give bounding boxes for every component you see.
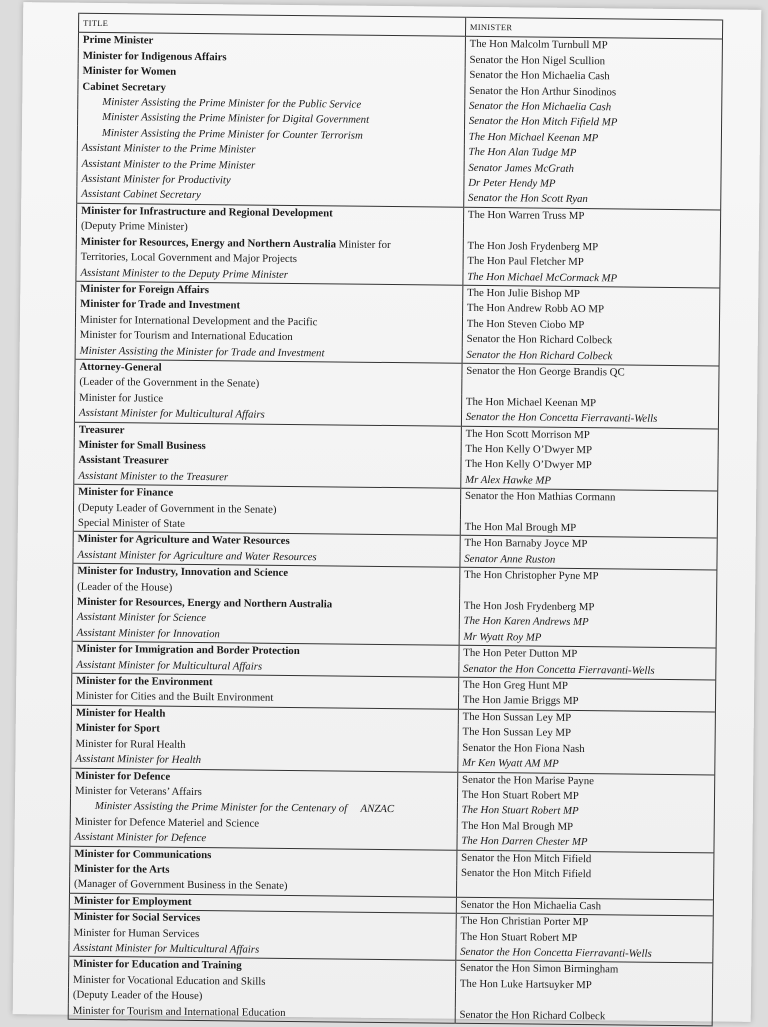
portfolio-title: Minister for Infrastructure and Regional Development xyxy=(81,204,333,220)
minister-cell: Senator the Hon George Brandis QC xyxy=(462,363,719,382)
minister-column-header: MINISTER xyxy=(465,17,722,39)
portfolio-title: Minister Assisting the Prime Minister for the Centenary of xyxy=(94,800,348,815)
portfolio-group xyxy=(74,359,719,428)
portfolio-title: Minister for Resources, Energy and Northern Australia xyxy=(76,595,333,611)
minister-cell: Mr Alex Hawke MP xyxy=(461,473,718,492)
portfolio-title: Minister for Tourism and International Education xyxy=(72,1004,286,1019)
portfolio-group xyxy=(71,705,716,774)
portfolio-title: Attorney-General xyxy=(79,360,162,374)
minister-cell: Senator the Hon Scott Ryan xyxy=(463,191,720,210)
portfolio-title: Territories, Local Government and Major Projects xyxy=(80,250,298,266)
portfolio-title: Cabinet Secretary xyxy=(82,80,166,94)
minister-cell: The Hon Stuart Robert MP xyxy=(457,788,714,806)
portfolio-title: (Manager of Government Business in the Senate) xyxy=(74,878,288,893)
portfolio-title: (Deputy Leader of Government in the Senate) xyxy=(77,501,277,516)
minister-cell: The Hon Luke Hartsuyker MP xyxy=(455,977,712,995)
portfolio-title: Minister for Defence Materiel and Science xyxy=(74,815,260,830)
minister-cell: The Hon Andrew Robb AO MP xyxy=(462,301,719,319)
portfolio-title: Treasurer xyxy=(78,423,125,436)
portfolio-group xyxy=(70,768,715,853)
minister-cell: The Hon Stuart Robert MP xyxy=(457,803,714,821)
minister-cell: Senator the Hon Richard Colbeck xyxy=(455,1007,712,1026)
portfolio-title: (Deputy Leader of the House) xyxy=(72,988,203,1003)
portfolio-title: Assistant Minister to the Prime Minister xyxy=(81,157,256,172)
portfolio-title: Assistant Minister to the Prime Minister xyxy=(81,142,256,156)
portfolio-title-continued: Minister for xyxy=(335,238,391,251)
minister-cell: Senator the Hon Michaelia Cash xyxy=(464,99,721,117)
portfolio-title: Assistant Treasurer xyxy=(78,454,169,468)
portfolio-title: Minister for Indigenous Affairs xyxy=(82,49,227,64)
minister-cell: Senator the Hon Michaelia Cash xyxy=(465,68,722,86)
minister-cell: The Hon Michael Keenan MP xyxy=(464,130,721,148)
minister-cell: The Hon Paul Fletcher MP xyxy=(463,254,720,272)
minister-cell: Senator the Hon Concetta Fierravanti-Wells xyxy=(456,945,713,964)
minister-cell: Senator the Hon Mathias Cormann xyxy=(460,488,717,507)
portfolio-title: Assistant Minister for Defence xyxy=(74,830,207,845)
portfolio-title: (Leader of the House) xyxy=(77,580,173,594)
portfolio-title: Assistant Minister for Science xyxy=(76,611,207,625)
minister-cell: Senator James McGrath xyxy=(464,160,721,178)
minister-cell: Mr Wyatt Roy MP xyxy=(459,630,716,649)
minister-cell: Senator the Hon Simon Birmingham xyxy=(455,961,712,980)
portfolio-title: Minister for Tourism and International Education xyxy=(79,328,293,344)
minister-cell: The Hon Alan Tudge MP xyxy=(464,145,721,163)
minister-cell: The Hon Julie Bishop MP xyxy=(463,285,720,304)
portfolio-title: Minister for Employment xyxy=(73,894,192,908)
portfolio-title: Assistant Minister to the Treasurer xyxy=(78,469,229,484)
minister-cell: The Hon Christopher Pyne MP xyxy=(460,567,717,586)
minister-cell: The Hon Peter Dutton MP xyxy=(459,646,716,665)
portfolio-title: Minister for Cities and the Built Environment xyxy=(75,690,274,705)
minister-cell: Senator the Hon Arthur Sinodinos xyxy=(465,83,722,101)
minister-cell: Dr Peter Hendy MP xyxy=(464,176,721,194)
portfolio-title: Assistant Cabinet Secretary xyxy=(81,188,201,202)
portfolio-title: Minister Assisting the Prime Minister for the Public Service xyxy=(102,96,362,111)
minister-cell: The Hon Sussan Ley MP xyxy=(458,725,715,743)
portfolio-title: Minister for Finance xyxy=(78,485,174,499)
minister-cell: Senator the Hon Richard Colbeck xyxy=(462,347,719,366)
portfolio-title: Minister for Communications xyxy=(74,847,212,861)
minister-cell: Senator the Hon Mitch Fifield xyxy=(457,850,714,869)
minister-cell: Senator the Hon Mitch Fifield xyxy=(456,866,713,884)
portfolio-group xyxy=(69,846,713,900)
portfolio-title: (Deputy Prime Minister) xyxy=(80,220,188,234)
portfolio-title: Minister for Education and Training xyxy=(73,958,242,972)
minister-cell: Senator Anne Ruston xyxy=(460,552,717,571)
portfolio-title: Minister for Women xyxy=(82,65,177,78)
portfolio-title: Prime Minister xyxy=(82,34,154,47)
portfolio-title: Minister for Industry, Innovation and Science xyxy=(77,564,289,580)
portfolio-title: Minister for Defence xyxy=(75,769,171,783)
portfolio-group xyxy=(72,563,717,648)
portfolio-title: (Leader of the Government in the Senate) xyxy=(79,376,260,390)
portfolio-title: Minister for Justice xyxy=(79,391,164,405)
title-cell xyxy=(68,1003,455,1023)
minister-cell: The Hon Malcolm Turnbull MP xyxy=(465,37,722,56)
title-column-header: TITLE xyxy=(79,13,466,36)
minister-cell: The Hon Mal Brough MP xyxy=(460,520,717,539)
portfolio-title: Minister for Human Services xyxy=(73,926,200,940)
portfolio-title: Minister for Foreign Affairs xyxy=(80,282,210,297)
portfolio-title: Assistant Minister for Health xyxy=(75,752,202,767)
portfolio-title: Assistant Minister for Multicultural Affairs xyxy=(76,658,263,673)
minister-cell: The Hon Barnaby Joyce MP xyxy=(460,536,717,555)
portfolio-title: Assistant Minister for Multicultural Affairs xyxy=(73,941,260,956)
portfolio-title: Minister for Rural Health xyxy=(75,737,186,751)
portfolio-title: Minister Assisting the Prime Minister for Digital Government xyxy=(102,111,370,127)
portfolio-title: Minister for Health xyxy=(75,706,166,720)
minister-cell: Senator the Hon Richard Colbeck xyxy=(462,332,719,350)
minister-cell: The Hon Christian Porter MP xyxy=(456,913,713,932)
portfolio-group xyxy=(73,484,717,538)
ministry-table xyxy=(68,13,724,1027)
minister-cell: Senator the Hon Nigel Scullion xyxy=(465,53,722,71)
document-page xyxy=(13,2,762,1022)
portfolio-title: Minister Assisting the Prime Minister for Counter Terrorism xyxy=(101,126,363,142)
portfolio-title: Assistant Minister for Multicultural Affairs xyxy=(78,406,265,421)
portfolio-title: Minister for Agriculture and Water Resources xyxy=(77,533,290,548)
portfolio-group xyxy=(68,957,713,1026)
portfolio-title: Assistant Minister for Innovation xyxy=(76,626,220,641)
portfolio-title: Minister for Social Services xyxy=(73,910,201,925)
minister-cell: Senator the Hon Mitch Fifield MP xyxy=(464,114,721,132)
minister-cell: Senator the Hon Marise Payne xyxy=(457,772,714,791)
portfolio-title: Minister for Veterans’ Affairs xyxy=(75,784,202,798)
portfolio-title: Minister for International Development and the Pacific xyxy=(79,313,318,328)
minister-cell: The Hon Greg Hunt MP xyxy=(458,677,715,696)
portfolio-group xyxy=(75,281,720,366)
portfolio-title: Minister for the Arts xyxy=(74,862,170,876)
minister-cell: The Hon Stuart Robert MP xyxy=(456,929,713,947)
minister-cell: The Hon Michael Keenan MP xyxy=(461,395,718,413)
minister-cell: Senator the Hon Michaelia Cash xyxy=(456,897,713,916)
minister-cell: The Hon Darren Chester MP xyxy=(457,834,714,853)
portfolio-group xyxy=(76,203,721,288)
portfolio-title: Minister for Small Business xyxy=(78,438,206,453)
portfolio-title: Assistant Minister for Productivity xyxy=(81,172,231,187)
portfolio-title-continued: ANZAC xyxy=(347,802,395,816)
minister-cell: The Hon Warren Truss MP xyxy=(463,207,720,226)
portfolio-title: Assistant Minister to the Deputy Prime Minister xyxy=(80,266,289,281)
portfolio-title: Minister for Trade and Investment xyxy=(80,298,241,312)
portfolio-group xyxy=(77,33,723,210)
minister-cell: Mr Ken Wyatt AM MP xyxy=(458,756,715,775)
portfolio-title: Minister for Immigration and Border Protection xyxy=(76,643,300,658)
minister-cell: The Hon Sussan Ley MP xyxy=(458,709,715,728)
minister-cell: The Hon Kelly O’Dwyer MP xyxy=(461,457,718,475)
minister-cell: The Hon Jamie Briggs MP xyxy=(458,693,715,712)
portfolio-title: Minister Assisting the Minister for Trade and Investment xyxy=(79,344,325,359)
minister-cell: The Hon Steven Ciobo MP xyxy=(462,316,719,334)
minister-cell: The Hon Josh Frydenberg MP xyxy=(463,238,720,256)
minister-cell: The Hon Karen Andrews MP xyxy=(459,614,716,632)
portfolio-title: Assistant Minister for Agriculture and Water Resources xyxy=(77,548,317,564)
portfolio-title: Minister for Resources, Energy and Northern Australia xyxy=(80,235,337,251)
portfolio-title: Special Minister of State xyxy=(77,516,185,530)
minister-cell: The Hon Scott Morrison MP xyxy=(461,426,718,445)
minister-cell: Senator the Hon Concetta Fierravanti-Wells xyxy=(459,661,716,680)
portfolio-title: Minister for Sport xyxy=(75,722,160,735)
portfolio-title: Minister for the Environment xyxy=(76,674,213,689)
minister-cell: The Hon Michael McCormack MP xyxy=(463,269,720,288)
minister-cell: Senator the Hon Concetta Fierravanti-Wells xyxy=(461,410,718,429)
portfolio-group xyxy=(69,909,713,963)
portfolio-title: Minister for Vocational Education and Skills xyxy=(73,973,266,988)
minister-cell: Senator the Hon Fiona Nash xyxy=(458,740,715,758)
portfolio-group xyxy=(74,422,719,491)
minister-cell: The Hon Kelly O’Dwyer MP xyxy=(461,442,718,460)
minister-cell: The Hon Mal Brough MP xyxy=(457,818,714,836)
minister-cell: The Hon Josh Frydenberg MP xyxy=(459,599,716,617)
